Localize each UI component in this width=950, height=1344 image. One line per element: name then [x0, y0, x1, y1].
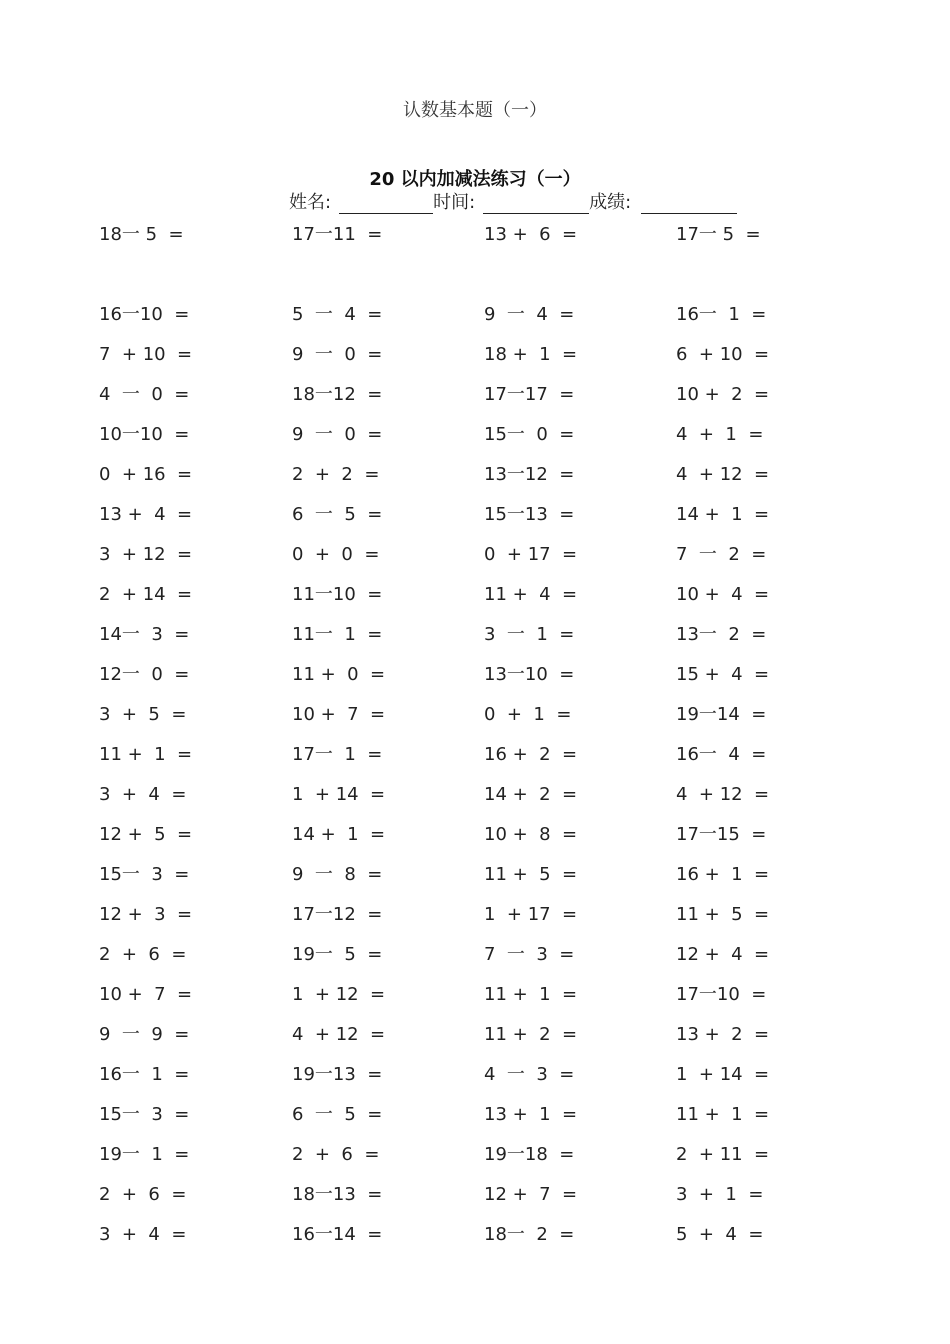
problem-r10-c4: 13一 2 = [676, 624, 767, 645]
problem-r8-c4: 7 一 2 = [676, 544, 767, 565]
problem-r4-c2: 18一12 = [292, 384, 383, 405]
problem-r20-c2: 4 + 12 = [292, 1024, 386, 1045]
problem-r25-c3: 18一 2 = [484, 1224, 575, 1245]
problem-r6-c3: 13一12 = [484, 464, 575, 485]
problem-r5-c2: 9 一 0 = [292, 424, 383, 445]
problem-r7-c4: 14 + 1 = [676, 504, 770, 525]
problem-r24-c3: 12 + 7 = [484, 1184, 578, 1205]
problem-r25-c2: 16一14 = [292, 1224, 383, 1245]
problem-r1-c4: 17一 5 = [676, 224, 761, 245]
problem-r3-c1: 7 + 10 = [99, 344, 193, 365]
problem-r11-c1: 12一 0 = [99, 664, 190, 685]
problem-r4-c4: 10 + 2 = [676, 384, 770, 405]
problem-r3-c3: 18 + 1 = [484, 344, 578, 365]
sheet-title: 20 以内加减法练习（一） [369, 169, 581, 190]
problem-r15-c1: 12 + 5 = [99, 824, 193, 845]
problem-r21-c3: 4 一 3 = [484, 1064, 575, 1085]
problem-r8-c3: 0 + 17 = [484, 544, 578, 565]
problem-r3-c2: 9 一 0 = [292, 344, 383, 365]
page-header: 认数基本题（一） [403, 100, 547, 121]
problem-r18-c3: 7 一 3 = [484, 944, 575, 965]
problem-r22-c3: 13 + 1 = [484, 1104, 578, 1125]
problem-r8-c2: 0 + 0 = [292, 544, 380, 565]
problem-r7-c3: 15一13 = [484, 504, 575, 525]
problem-r20-c4: 13 + 2 = [676, 1024, 770, 1045]
problem-r2-c1: 16一10 = [99, 304, 190, 325]
problem-r19-c2: 1 + 12 = [292, 984, 386, 1005]
problem-r18-c4: 12 + 4 = [676, 944, 770, 965]
problem-r8-c1: 3 + 12 = [99, 544, 193, 565]
problem-r9-c1: 2 + 14 = [99, 584, 193, 605]
problem-r24-c2: 18一13 = [292, 1184, 383, 1205]
problem-r5-c4: 4 + 1 = [676, 424, 764, 445]
problem-r10-c1: 14一 3 = [99, 624, 190, 645]
problem-r12-c3: 0 + 1 = [484, 704, 572, 725]
problem-r19-c4: 17一10 = [676, 984, 767, 1005]
problem-r13-c2: 17一 1 = [292, 744, 383, 765]
problem-r9-c3: 11 + 4 = [484, 584, 578, 605]
problem-r21-c1: 16一 1 = [99, 1064, 190, 1085]
problem-r18-c2: 19一 5 = [292, 944, 383, 965]
problem-r2-c3: 9 一 4 = [484, 304, 575, 325]
problem-r5-c3: 15一 0 = [484, 424, 575, 445]
problem-r12-c2: 10 + 7 = [292, 704, 386, 725]
problem-r11-c2: 11 + 0 = [292, 664, 386, 685]
problem-r6-c2: 2 + 2 = [292, 464, 380, 485]
problem-r11-c3: 13一10 = [484, 664, 575, 685]
problem-r22-c2: 6 一 5 = [292, 1104, 383, 1125]
problem-r4-c3: 17一17 = [484, 384, 575, 405]
problem-r14-c3: 14 + 2 = [484, 784, 578, 805]
problem-r14-c2: 1 + 14 = [292, 784, 386, 805]
problem-r13-c4: 16一 4 = [676, 744, 767, 765]
problem-r20-c1: 9 一 9 = [99, 1024, 190, 1045]
problem-r4-c1: 4 一 0 = [99, 384, 190, 405]
problem-r23-c2: 2 + 6 = [292, 1144, 380, 1165]
problem-r20-c3: 11 + 2 = [484, 1024, 578, 1045]
problem-r14-c4: 4 + 12 = [676, 784, 770, 805]
problem-r21-c4: 1 + 14 = [676, 1064, 770, 1085]
problem-r19-c1: 10 + 7 = [99, 984, 193, 1005]
problem-r18-c1: 2 + 6 = [99, 944, 187, 965]
problem-r2-c2: 5 一 4 = [292, 304, 383, 325]
problem-r13-c3: 16 + 2 = [484, 744, 578, 765]
problem-r23-c3: 19一18 = [484, 1144, 575, 1165]
problem-r17-c1: 12 + 3 = [99, 904, 193, 925]
problem-r1-c2: 17一11 = [292, 224, 383, 245]
problem-r10-c3: 3 一 1 = [484, 624, 575, 645]
time-blank[interactable] [483, 193, 589, 214]
student-info-line [289, 192, 737, 214]
problem-r16-c1: 15一 3 = [99, 864, 190, 885]
problem-r25-c1: 3 + 4 = [99, 1224, 187, 1245]
name-label: 姓名: [289, 192, 332, 213]
problem-r21-c2: 19一13 = [292, 1064, 383, 1085]
problem-r10-c2: 11一 1 = [292, 624, 383, 645]
problem-r17-c4: 11 + 5 = [676, 904, 770, 925]
problem-r19-c3: 11 + 1 = [484, 984, 578, 1005]
problem-r9-c4: 10 + 4 = [676, 584, 770, 605]
problem-r15-c2: 14 + 1 = [292, 824, 386, 845]
problem-r6-c1: 0 + 16 = [99, 464, 193, 485]
problem-r16-c2: 9 一 8 = [292, 864, 383, 885]
problem-r6-c4: 4 + 12 = [676, 464, 770, 485]
problem-r9-c2: 11一10 = [292, 584, 383, 605]
name-blank[interactable] [339, 193, 433, 214]
problem-r12-c4: 19一14 = [676, 704, 767, 725]
problem-r3-c4: 6 + 10 = [676, 344, 770, 365]
problem-r13-c1: 11 + 1 = [99, 744, 193, 765]
problem-r5-c1: 10一10 = [99, 424, 190, 445]
problem-r16-c3: 11 + 5 = [484, 864, 578, 885]
problem-r23-c4: 2 + 11 = [676, 1144, 770, 1165]
problem-r15-c4: 17一15 = [676, 824, 767, 845]
problem-r16-c4: 16 + 1 = [676, 864, 770, 885]
problem-r11-c4: 15 + 4 = [676, 664, 770, 685]
problem-r1-c1: 18一 5 = [99, 224, 184, 245]
problem-r1-c3: 13 + 6 = [484, 224, 578, 245]
problem-r7-c2: 6 一 5 = [292, 504, 383, 525]
problem-r17-c2: 17一12 = [292, 904, 383, 925]
problem-r2-c4: 16一 1 = [676, 304, 767, 325]
score-blank[interactable] [641, 193, 737, 214]
problem-r12-c1: 3 + 5 = [99, 704, 187, 725]
problem-r22-c1: 15一 3 = [99, 1104, 190, 1125]
problem-r24-c4: 3 + 1 = [676, 1184, 764, 1205]
problem-r7-c1: 13 + 4 = [99, 504, 193, 525]
problem-r15-c3: 10 + 8 = [484, 824, 578, 845]
problem-r14-c1: 3 + 4 = [99, 784, 187, 805]
problem-r25-c4: 5 + 4 = [676, 1224, 764, 1245]
problem-r24-c1: 2 + 6 = [99, 1184, 187, 1205]
problem-r22-c4: 11 + 1 = [676, 1104, 770, 1125]
problem-r23-c1: 19一 1 = [99, 1144, 190, 1165]
score-label: 成绩: [589, 192, 632, 213]
problem-r17-c3: 1 + 17 = [484, 904, 578, 925]
time-label: 时间: [433, 192, 476, 213]
